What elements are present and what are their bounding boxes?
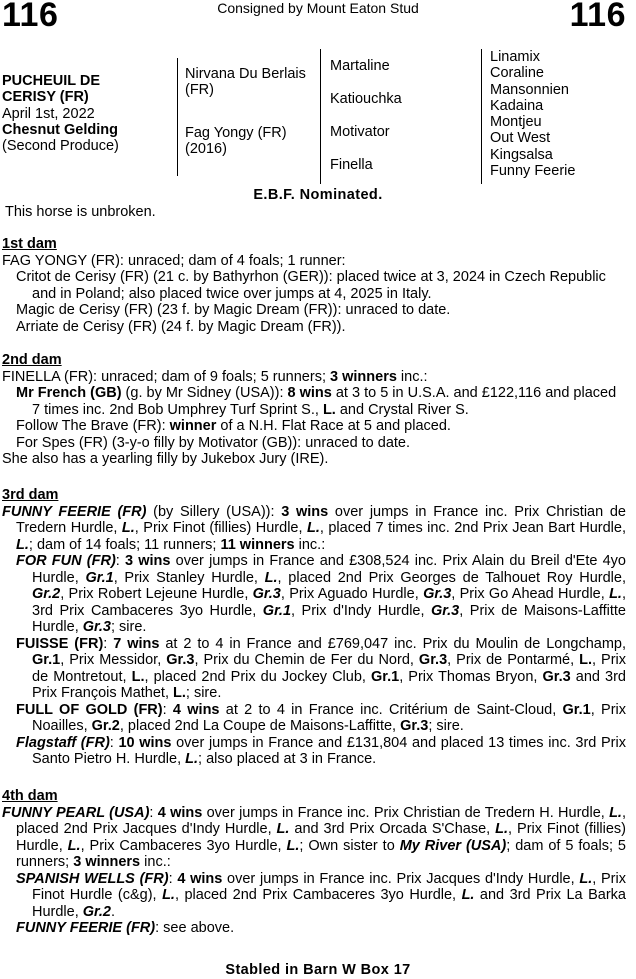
second-dam-header: 2nd dam [2,352,62,368]
third-dam-for-fun: FOR FUN (FR): 3 wins over jumps in France and £308,524 inc. Prix Alain du Breil d'Ete 4yo Hurdle, Gr.1, Prix Stanley Hurdle, L., placed 2nd Prix Georges de Talhouet Roy Hurdle, Gr.2, Prix Robert Lejeune Hurdle, Gr.3, Prix Aguado Hurdle, Gr.3, Prix Go Ahead Hurdle, L., 3rd Prix Cambaceres 3yo Hurdle, Gr.1, Prix d'Indy Hurdle, Gr.3, Prix de Maisons-Laffitte Hurdle, Gr.3; sire. [16,553,626,635]
first-dam-header: 1st dam [2,236,57,252]
produce-note: (Second Produce) [2,138,119,155]
pedigree-divider-2 [320,49,321,184]
fourth-dam-section [2,788,626,937]
consignor: Consigned by Mount Eaton Stud [217,0,419,16]
pedigree-dam: Fag Yongy (FR) (2016) [185,125,287,158]
second-dam-yearling: She also has a yearling filly by Jukebox Jury (IRE). [2,451,329,467]
second-dam-runner-follow-the-brave: Follow The Brave (FR): winner of a N.H. Flat Race at 5 and placed. [16,418,451,434]
foaled-date: April 1st, 2022 [2,105,95,122]
pedigree-divider-1 [177,58,178,176]
horse-name-line2: CERISY (FR) [2,89,89,106]
third-dam-flagstaff: Flagstaff (FR): 10 wins over jumps in France and £131,804 and placed 13 times inc. 3rd Prix Santo Pietro H. Hurdle, L.; also placed at 3 in France. [16,734,626,767]
first-dam-produce-1: Critot de Cerisy (FR) (21 c. by Bathyrhon (GER)): placed twice at 3, 2024 in Czech Republic and in Poland; also placed twice over jumps at 4, 2025 in Italy. [16,269,606,302]
pedigree-gen4: Linamix Coraline Mansonnien Kadaina Montjeu Out West Kingsalsa Funny Feerie [490,49,576,180]
horse-name-line1: PUCHEUIL DE [2,73,101,89]
third-dam-header: 3rd dam [2,487,59,503]
second-dam-runner-mr-french: Mr French (GB) (g. by Mr Sidney (USA)): 8 wins at 3 to 5 in U.S.A. and £122,116 and placed 7 times inc. 2nd Bob Umphrey Turf Sprint S., L. and Crystal River S. [16,385,617,418]
second-dam-section [2,352,626,468]
third-dam-full-of-gold: FULL OF GOLD (FR): 4 wins at 2 to 4 in France inc. Critérium de Saint-Cloud, Gr.1, Prix Noailles, Gr.2, placed 2nd La Coupe de Maisons-Laffitte, Gr.3; sire. [16,701,627,734]
second-dam-runner-for-spes: For Spes (FR) (3-y-o filly by Motivator (GB)): unraced to date. [16,434,411,451]
first-dam-line: FAG YONGY (FR): unraced; dam of 4 foals; 1 runner: [2,252,346,269]
third-dam-fuisse: FUISSE (FR): 7 wins at 2 to 4 in France and £769,047 inc. Prix du Moulin de Longchamp, Gr.1, Prix Messidor, Gr.3, Prix du Chemin de Fer du Nord, Gr.3, Prix de Pontarmé, L., Prix de Montretout, L., placed 2nd Prix du Jockey Club, Gr.1, Prix Thomas Bryon, Gr.3 and 3rd Prix François Mathet, L.; sire. [16,635,627,701]
pedigree-gen3-2: Motivator [330,124,390,140]
ebf-nominated: E.B.F. Nominated. [253,187,383,203]
horse-sex: Chesnut Gelding [2,121,118,138]
first-dam-produce-3: Arriate de Cerisy (FR) (24 f. by Magic Dream (FR)). [16,318,346,335]
pedigree-divider-3 [481,49,482,184]
pedigree-gen3-3: Finella [330,157,373,173]
pedigree-gen3-0: Martaline [330,58,390,74]
pedigree-sire: Nirvana Du Berlais (FR) [185,66,306,99]
first-dam-produce-2: Magic de Cerisy (FR) (23 f. by Magic Dream (FR)): unraced to date. [16,302,451,318]
lot-number-right: 116 [569,0,626,34]
fourth-dam-funny-pearl: FUNNY PEARL (USA): 4 wins over jumps in France inc. Prix Christian de Tredern H. Hurdle, L., placed 2nd Prix Jacques d'Indy Hurdle, L. and 3rd Prix Orcada S'Chase, L., Prix Finot (fillies) Hurdle, L., Prix Cambaceres 3yo Hurdle, L.; Own sister to My River (USA); dam of 5 foals; 5 runners; 3 winners inc.: [2,804,626,870]
pedigree-gen3-1: Katiouchka [330,91,402,107]
first-dam-section [2,236,626,335]
unbroken-note: This horse is unbroken. [5,204,156,220]
stabling-footer: Stabled in Barn W Box 17 [225,962,411,978]
horse-details [2,73,119,154]
second-dam-line: FINELLA (FR): unraced; dam of 9 foals; 5 runners; 3 winners inc.: [2,368,428,385]
fourth-dam-funny-feerie: FUNNY FEERIE (FR): see above. [16,920,235,936]
lot-number-left: 116 [2,0,59,34]
third-dam-section [2,487,626,768]
fourth-dam-header: 4th dam [2,788,58,804]
fourth-dam-spanish-wells: SPANISH WELLS (FR): 4 wins over jumps in France inc. Prix Jacques d'Indy Hurdle, L., Prix Finot Hurdle (c&g), L., placed 2nd Prix Cambaceres 3yo Hurdle, L. and 3rd Prix La Barka Hurdle, Gr.2. [16,870,626,920]
third-dam-funny-feerie: FUNNY FEERIE (FR) (by Sillery (USA)): 3 wins over jumps in France inc. Prix Christian de Tredern Hurdle, L., Prix Finot (fillies) Hurdle, L., placed 7 times inc. 2nd Prix Jean Bart Hurdle, L.; dam of 14 foals; 11 runners; 11 winners inc.: [2,503,626,553]
